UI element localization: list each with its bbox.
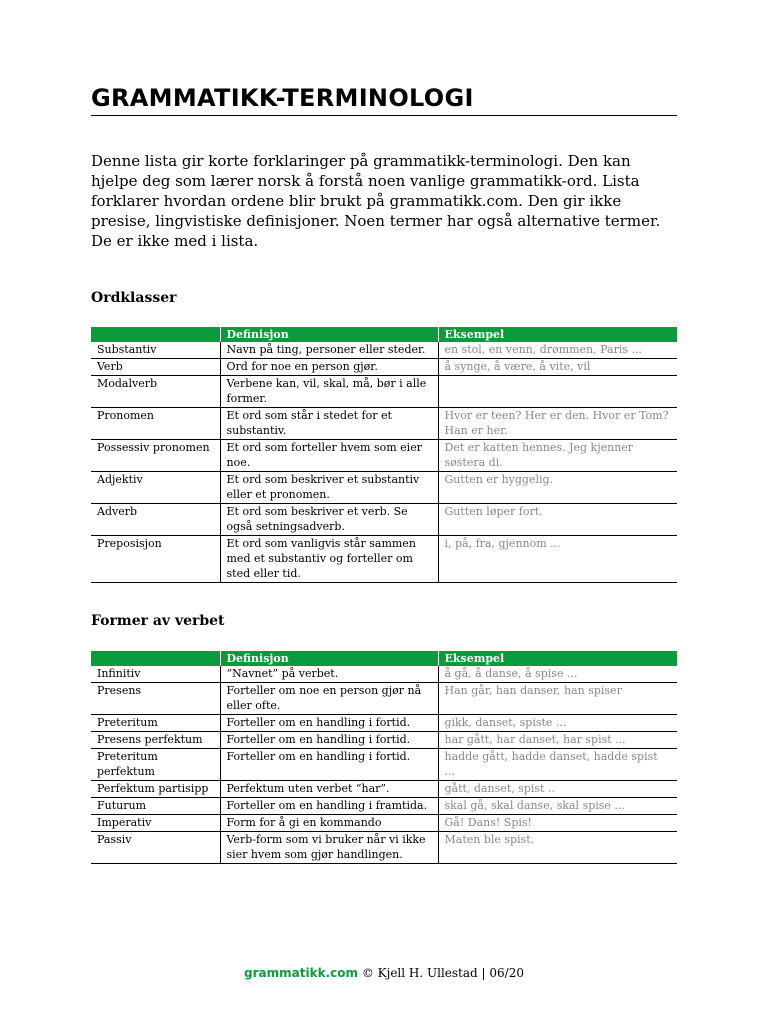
row-example-cell: gikk, danset, spiste ... — [438, 715, 677, 732]
row-definition-cell: Perfektum uten verbet “har”. — [220, 781, 438, 798]
row-term-cell: Modalverb — [91, 376, 220, 408]
column-header-example: Eksempel — [438, 651, 677, 666]
table-row — [91, 781, 677, 798]
table-row — [91, 798, 677, 815]
row-example-cell: Det er katten hennes. Jeg kjenner søstera di. — [438, 440, 677, 472]
table-row — [91, 376, 677, 408]
table-row — [91, 666, 677, 683]
table-row — [91, 359, 677, 376]
section-heading-ordklasser: Ordklasser — [91, 290, 177, 306]
row-example-cell: Gutten løper fort. — [438, 504, 677, 536]
row-definition-cell: “Navnet” på verbet. — [220, 666, 438, 683]
row-definition-cell: Forteller om en handling i fortid. — [220, 749, 438, 781]
row-example-cell: gått, danset, spist .. — [438, 781, 677, 798]
row-definition-cell: Forteller om noe en person gjør nå eller ofte. — [220, 683, 438, 715]
row-example-cell: Han går, han danser, han spiser — [438, 683, 677, 715]
row-definition-cell: Et ord som beskriver et substantiv eller et pronomen. — [220, 472, 438, 504]
table-row — [91, 749, 677, 781]
column-header-term — [91, 327, 220, 342]
table-row — [91, 832, 677, 864]
row-definition-cell: Verbene kan, vil, skal, må, bør i alle former. — [220, 376, 438, 408]
table-row — [91, 815, 677, 832]
row-example-cell: i, på, fra, gjennom ... — [438, 536, 677, 583]
row-example-cell: en stol, en venn, drømmen, Paris ... — [438, 342, 677, 359]
column-header-example: Eksempel — [438, 327, 677, 342]
column-header-term — [91, 651, 220, 666]
row-definition-cell: Forteller om en handling i fortid. — [220, 732, 438, 749]
row-term-cell: Futurum — [91, 798, 220, 815]
row-definition-cell: Et ord som står i stedet for et substantiv. — [220, 408, 438, 440]
row-definition-cell: Forteller om en handling i fortid. — [220, 715, 438, 732]
intro-paragraph: Denne lista gir korte forklaringer på grammatikk-terminologi. Den kan hjelpe deg som lærer norsk å forstå noen vanlige grammatikk-ord. Lista forklarer hvordan ordene blir brukt på grammatikk.com. Den gir ikke presise, lingvistiske definisjoner. Noen termer har også alternative termer. De er ikke med i lista. — [91, 152, 661, 250]
page-footer — [0, 966, 768, 980]
table-row — [91, 472, 677, 504]
table-row — [91, 536, 677, 583]
ordklasser-table — [91, 327, 677, 583]
row-definition-cell: Et ord som vanligvis står sammen med et substantiv og forteller om sted eller tid. — [220, 536, 438, 583]
row-term-cell: Pronomen — [91, 408, 220, 440]
table-header-row — [91, 327, 677, 342]
row-term-cell: Preteritum perfektum — [91, 749, 220, 781]
table-header-row — [91, 651, 677, 666]
row-example-cell: skal gå, skal danse, skal spise ... — [438, 798, 677, 815]
ordklasser-table-body — [91, 342, 677, 583]
row-example-cell: Maten ble spist. — [438, 832, 677, 864]
row-term-cell: Passiv — [91, 832, 220, 864]
row-term-cell: Adverb — [91, 504, 220, 536]
row-term-cell: Verb — [91, 359, 220, 376]
row-example-cell: har gått, har danset, har spist ... — [438, 732, 677, 749]
row-term-cell: Imperativ — [91, 815, 220, 832]
row-definition-cell: Ord for noe en person gjør. — [220, 359, 438, 376]
row-definition-cell: Et ord som forteller hvem som eier noe. — [220, 440, 438, 472]
row-term-cell: Presens perfektum — [91, 732, 220, 749]
row-example-cell: å synge, å være, å vite, vil — [438, 359, 677, 376]
table-row — [91, 732, 677, 749]
column-header-definition: Definisjon — [220, 651, 438, 666]
row-term-cell: Presens — [91, 683, 220, 715]
footer-copyright: © Kjell H. Ullestad | 06/20 — [361, 966, 524, 980]
verbformer-table-body — [91, 666, 677, 864]
row-term-cell: Adjektiv — [91, 472, 220, 504]
row-term-cell: Infinitiv — [91, 666, 220, 683]
table-row — [91, 683, 677, 715]
footer-brand[interactable]: grammatikk.com — [244, 966, 358, 980]
row-example-cell: å gå, å danse, å spise ... — [438, 666, 677, 683]
row-term-cell: Preposisjon — [91, 536, 220, 583]
table-row — [91, 440, 677, 472]
row-term-cell: Substantiv — [91, 342, 220, 359]
row-term-cell: Perfektum partisipp — [91, 781, 220, 798]
row-definition-cell: Form for å gi en kommando — [220, 815, 438, 832]
verbformer-table — [91, 651, 677, 864]
table-row — [91, 342, 677, 359]
row-definition-cell: Navn på ting, personer eller steder. — [220, 342, 438, 359]
table-row — [91, 715, 677, 732]
row-example-cell — [438, 376, 677, 408]
column-header-definition: Definisjon — [220, 327, 438, 342]
table-row — [91, 408, 677, 440]
page-title: GRAMMATIKK-TERMINOLOGI — [91, 84, 677, 116]
row-definition-cell: Verb-form som vi bruker når vi ikke sier hvem som gjør handlingen. — [220, 832, 438, 864]
row-example-cell: Gå! Dans! Spis! — [438, 815, 677, 832]
row-definition-cell: Et ord som beskriver et verb. Se også setningsadverb. — [220, 504, 438, 536]
section-heading-verbformer: Former av verbet — [91, 613, 225, 629]
row-definition-cell: Forteller om en handling i framtida. — [220, 798, 438, 815]
row-example-cell: Hvor er teen? Her er den. Hvor er Tom? Han er her. — [438, 408, 677, 440]
row-term-cell: Possessiv pronomen — [91, 440, 220, 472]
row-example-cell: hadde gått, hadde danset, hadde spist ... — [438, 749, 677, 781]
row-term-cell: Preteritum — [91, 715, 220, 732]
row-example-cell: Gutten er hyggelig. — [438, 472, 677, 504]
table-row — [91, 504, 677, 536]
